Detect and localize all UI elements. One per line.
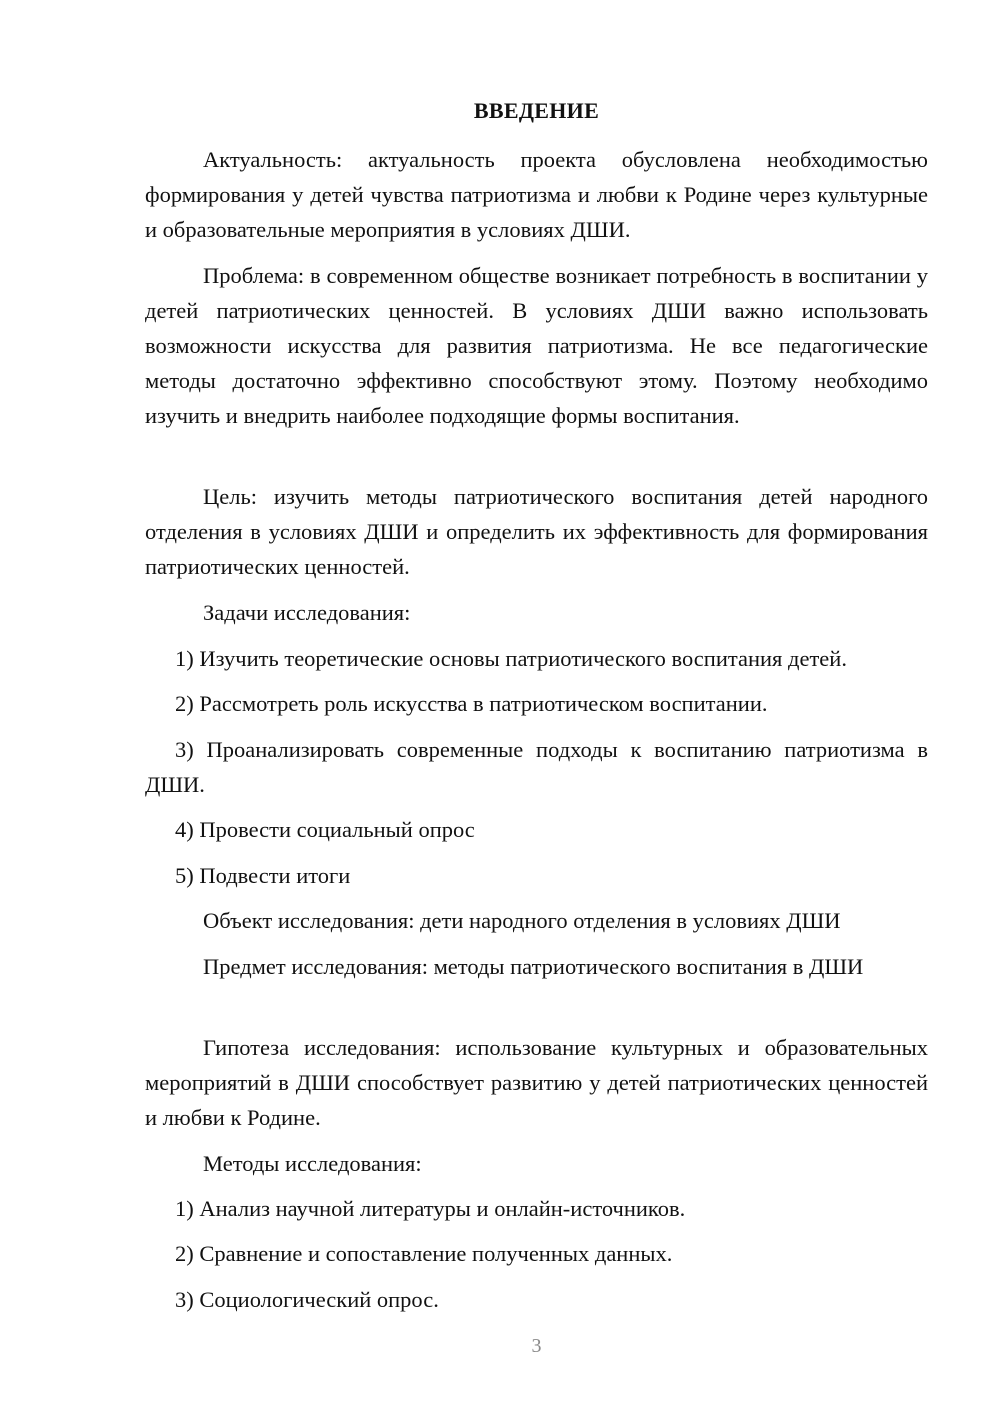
object-paragraph: Объект исследования: дети народного отделения в условиях ДШИ: [203, 908, 841, 933]
hypothesis-paragraph: Гипотеза исследования: использование культурных и образовательных мероприятий в ДШИ способствует развитию у детей патриотических ценностей и любви к Родине.: [145, 1035, 928, 1130]
methods-title: Методы исследования:: [203, 1151, 422, 1176]
task-item: 2) Рассмотреть роль искусства в патриотическом воспитании.: [175, 691, 768, 716]
task-item: 5) Подвести итоги: [175, 863, 351, 888]
relevance-paragraph: Актуальность: актуальность проекта обусловлена необходимостью формирования у детей чувства патриотизма и любви к Родине через культурные и образовательные мероприятия в условиях ДШИ.: [145, 147, 928, 242]
page-number: 3: [531, 1335, 542, 1357]
problem-paragraph: Проблема: в современном обществе возникает потребность в воспитании у детей патриотических ценностей. В условиях ДШИ важно использовать возможности искусства для развития патриотизма. Не все педагогические методы достаточно эффективно способствуют этому. Поэтому необходимо изучить и внедрить наиболее подходящие формы воспитания.: [145, 263, 928, 428]
goal-paragraph: Цель: изучить методы патриотического воспитания детей народного отделения в условиях ДШИ и определить их эффективность для формирования патриотических ценностей.: [145, 484, 928, 579]
tasks-title: Задачи исследования:: [203, 600, 411, 625]
subject-paragraph: Предмет исследования: методы патриотического воспитания в ДШИ: [203, 954, 864, 979]
task-item: 4) Провести социальный опрос: [175, 817, 475, 842]
task-item: 3) Проанализировать современные подходы к воспитанию патриотизма в ДШИ.: [145, 737, 928, 797]
method-item: 2) Сравнение и сопоставление полученных данных.: [175, 1241, 673, 1266]
task-item: 1) Изучить теоретические основы патриотического воспитания детей.: [175, 646, 847, 671]
method-item: 1) Анализ научной литературы и онлайн-источников.: [175, 1196, 686, 1221]
section-heading: ВВЕДЕНИЕ: [473, 98, 600, 123]
method-item: 3) Социологический опрос.: [175, 1287, 439, 1312]
